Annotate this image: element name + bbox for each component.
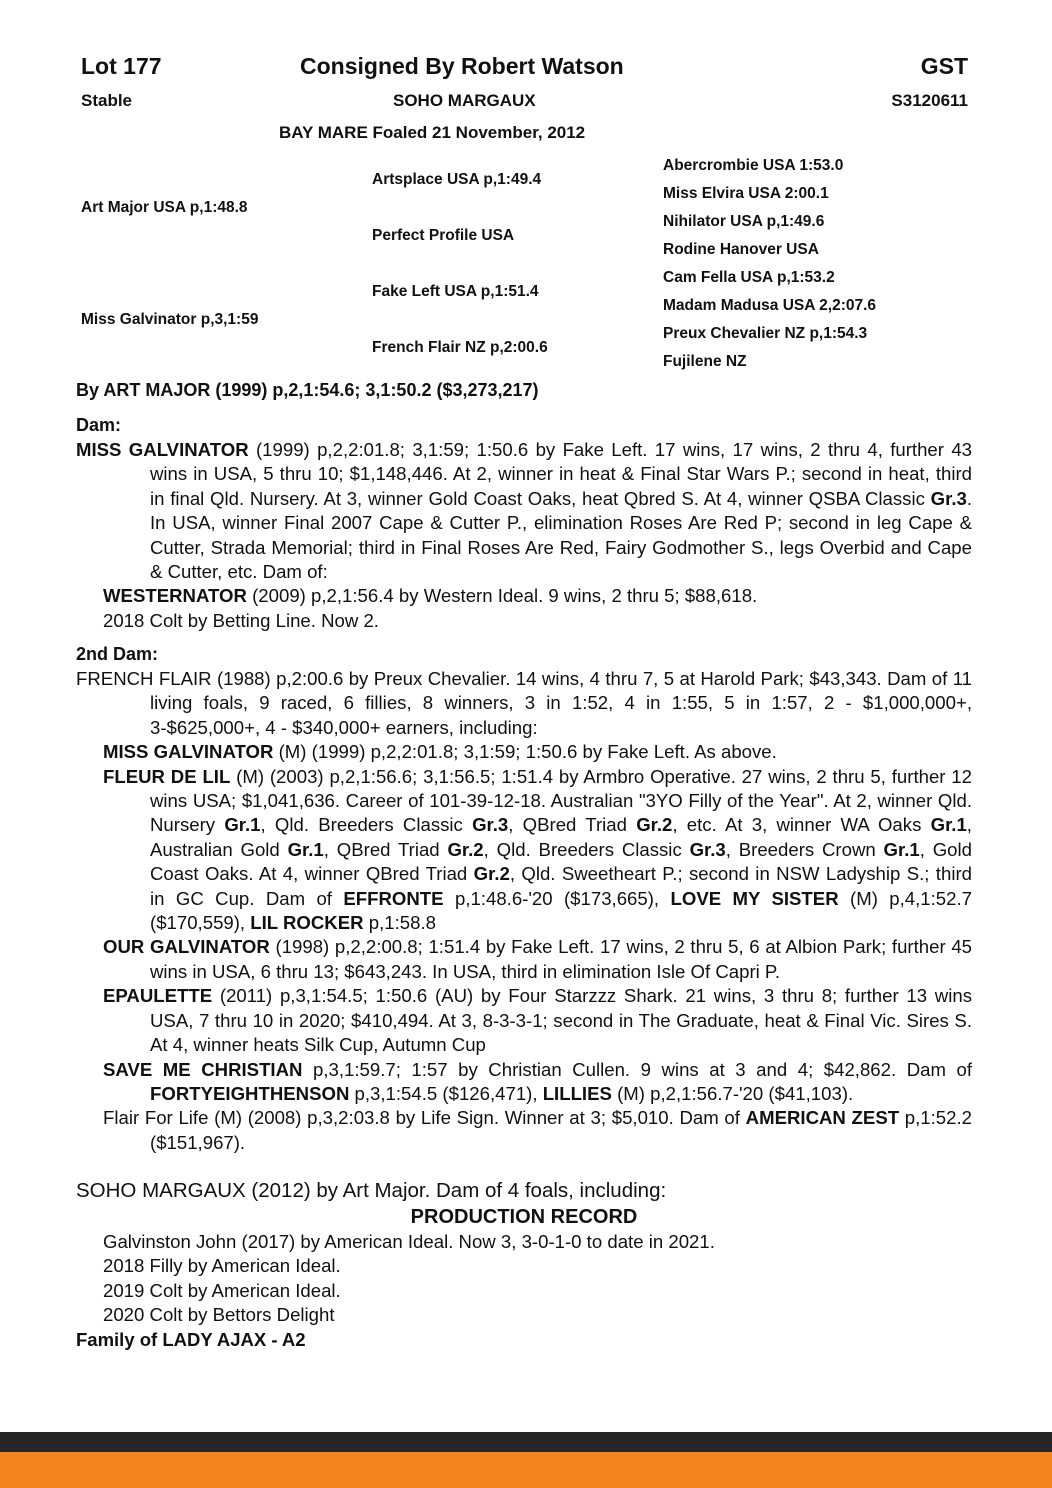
pedigree-dam: Miss Galvinator p,3,1:59 bbox=[81, 311, 259, 328]
pedigree-gen3: Abercrombie USA 1:53.0 bbox=[663, 157, 844, 174]
production-title: PRODUCTION RECORD bbox=[410, 1206, 638, 1228]
pedigree-gen3: Cam Fella USA p,1:53.2 bbox=[663, 269, 835, 286]
production-item: 2020 Colt by Bettors Delight bbox=[103, 1304, 335, 1326]
pedigree-gen2: Fake Left USA p,1:51.4 bbox=[372, 283, 539, 300]
progeny-name: WESTERNATOR bbox=[103, 585, 247, 607]
progeny-entry: SAVE ME CHRISTIAN p,3,1:59.7; 1:57 by Christian Cullen. 9 wins at 3 and 4; $42,862. Dam of FORTYEIGHTHENSON p,3,1:54.5 ($126,471), LILLIES (M) p,2,1:56.7-'20 ($41,103). bbox=[103, 1058, 972, 1104]
horse-description: BAY MARE Foaled 21 November, 2012 bbox=[279, 123, 586, 142]
pedigree-gen3: Fujilene NZ bbox=[663, 353, 747, 370]
progeny-entry: OUR GALVINATOR (1998) p,2,2:00.8; 1:51.4 by Fake Left. 17 wins, 2 thru 5, 6 at Albion Park; further 45 wins in USA, 6 thru 13; $643,243. In USA, third in elimination Isle Of Capri P. bbox=[103, 936, 972, 982]
footer-orange-bar bbox=[0, 1452, 1052, 1488]
production-intro: SOHO MARGAUX (2012) by Art Major. Dam of 4 foals, including: bbox=[76, 1179, 667, 1202]
pedigree-gen2: French Flair NZ p,2:00.6 bbox=[372, 339, 548, 356]
progeny-entry: Flair For Life (M) (2008) p,3,2:03.8 by Life Sign. Winner at 3; $5,010. Dam of AMERICAN ZEST p,1:52.2 ($151,967). bbox=[103, 1107, 972, 1153]
progeny-entry: WESTERNATOR (2009) p,2,1:56.4 by Western Ideal. 9 wins, 2 thru 5; $88,618. bbox=[103, 585, 758, 607]
id-code: S3120611 bbox=[891, 91, 968, 110]
footer-dark-bar bbox=[0, 1432, 1052, 1452]
second-dam-label: 2nd Dam: bbox=[76, 644, 159, 664]
dam-label: Dam: bbox=[76, 415, 122, 435]
pedigree-gen2: Perfect Profile USA bbox=[372, 227, 515, 244]
lot-number: Lot 177 bbox=[81, 53, 162, 79]
production-item: Galvinston John (2017) by American Ideal. Now 3, 3-0-1-0 to date in 2021. bbox=[103, 1231, 715, 1252]
sire-line: By ART MAJOR (1999) p,2,1:54.6; 3,1:50.2 ($3,273,217) bbox=[76, 380, 539, 400]
pedigree-gen3: Rodine Hanover USA bbox=[663, 241, 819, 258]
progeny-entry: MISS GALVINATOR (M) (1999) p,2,2:01.8; 3,1:59; 1:50.6 by Fake Left. As above. bbox=[103, 741, 777, 763]
second-dam-section bbox=[76, 643, 972, 1155]
production-item: 2018 Filly by American Ideal. bbox=[103, 1255, 341, 1277]
second-dam-intro: FRENCH FLAIR (1988) p,2:00.6 by Preux Chevalier. 14 wins, 4 thru 7, 5 at Harold Park; $43,343. Dam of 11 living foals, 9 raced, 6 fillies, 8 winners, 3 in 1:52, 4 in 1:55, 5 in 1:57, 2 - $1,000,000+, 3-$625,000+, 4 - $340,000+ earners, including: bbox=[76, 668, 972, 738]
progeny-entry: FLEUR DE LIL (M) (2003) p,2,1:56.6; 3,1:56.5; 1:51.4 by Armbro Operative. 27 wins, 2 thru 5, further 12 wins USA; $1,041,636. Career of 101-39-12-18. Australian "3YO Filly of the Year". At 2, winner Qld. Nursery Gr.1, Qld. Breeders Classic Gr.3, QBred Triad Gr.2, etc. At 3, winner WA Oaks Gr.1, Australian Gold Gr.1, QBred Triad Gr.2, Qld. Breeders Classic Gr.3, Breeders Crown Gr.1, Gold Coast Oaks. At 4, winner QBred Triad Gr.2, Qld. Sweetheart P.; second in NSW Ladyship S.; third in GC Cup. Dam of EFFRONTE p,1:48.6-'20 ($173,665), LOVE MY SISTER (M) p,4,1:52.7 ($170,559), LIL ROCKER p,1:58.8 bbox=[103, 765, 972, 934]
production-item: 2019 Colt by American Ideal. bbox=[103, 1279, 341, 1301]
production-section bbox=[76, 1177, 972, 1352]
pedigree-gen3: Nihilator USA p,1:49.6 bbox=[663, 213, 825, 230]
gst-label: GST bbox=[920, 53, 968, 79]
pedigree-gen3: Miss Elvira USA 2:00.1 bbox=[663, 185, 829, 202]
dam-entry: MISS GALVINATOR (1999) p,2,2:01.8; 3,1:59; 1:50.6 by Fake Left. 17 wins, 17 wins, 2 thru 4, further 43 wins in USA, 5 thru 10; $1,148,446. At 2, winner in heat & Final Star Wars P.; second in heat, third in final Qld. Nursery. At 3, winner Gold Coast Oaks, heat Qbred S. At 4, winner QSBA Classic Gr.3. In USA, winner Final 2007 Cape & Cutter P., elimination Roses Are Red P; second in leg Cape & Cutter, Strada Memorial; third in Final Roses Are Red, Fairy Godmother S., legs Overbid and Cape & Cutter, etc. Dam of: bbox=[76, 439, 972, 583]
family-line: Family of LADY AJAX - A2 bbox=[76, 1328, 306, 1350]
pedigree-gen3: Preux Chevalier NZ p,1:54.3 bbox=[663, 325, 868, 342]
pedigree-gen3: Madam Madusa USA 2,2:07.6 bbox=[663, 297, 877, 314]
location: Stable bbox=[81, 91, 133, 110]
consignor: Consigned By Robert Watson bbox=[300, 53, 624, 79]
progeny-entry: EPAULETTE (2011) p,3,1:54.5; 1:50.6 (AU) by Four Starzzz Shark. 21 wins, 3 thru 8; further 13 wins USA, 7 thru 10 in 2020; $410,494. At 3, 8-3-3-1; second in The Graduate, heat & Final Vic. Sires S. At 4, winner heats Silk Cup, Autumn Cup bbox=[103, 985, 972, 1056]
horse-name: SOHO MARGAUX bbox=[393, 91, 536, 110]
dam-section bbox=[76, 414, 972, 633]
progeny-entry: 2018 Colt by Betting Line. Now 2. bbox=[103, 609, 379, 631]
pedigree-gen2: Artsplace USA p,1:49.4 bbox=[372, 171, 542, 188]
dam-name: MISS GALVINATOR bbox=[76, 439, 249, 460]
pedigree-sire: Art Major USA p,1:48.8 bbox=[81, 199, 248, 216]
